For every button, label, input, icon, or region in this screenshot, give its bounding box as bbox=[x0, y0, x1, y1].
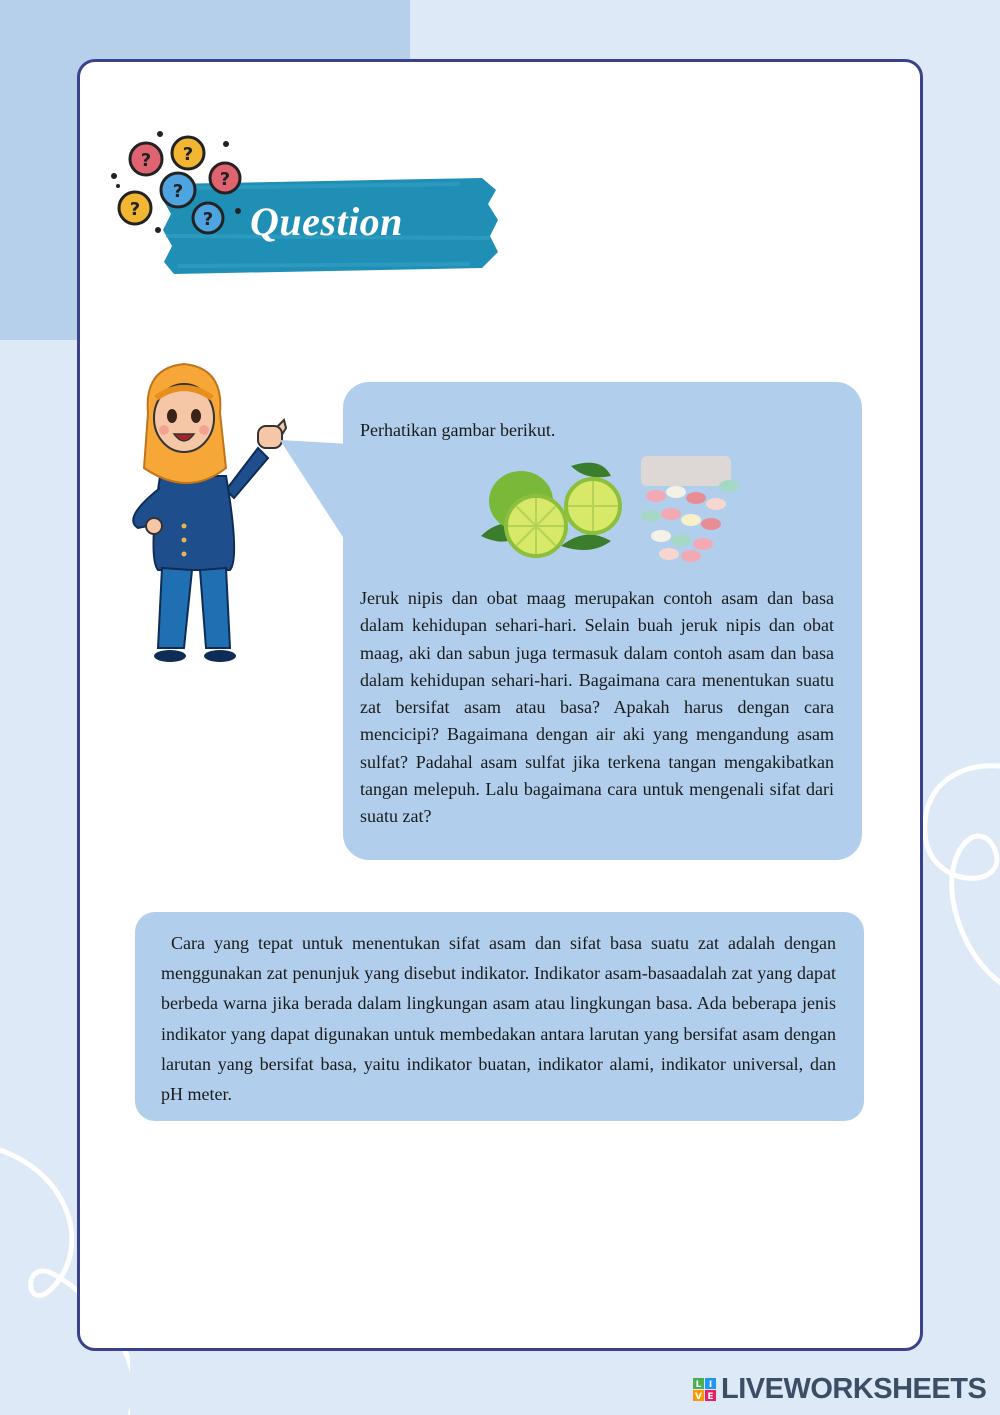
antacid-tablets-image bbox=[641, 456, 739, 562]
liveworksheets-logo-icon bbox=[693, 1378, 717, 1402]
svg-text:?: ? bbox=[140, 150, 152, 171]
liveworksheets-logo[interactable] bbox=[693, 1373, 986, 1406]
svg-text:?: ? bbox=[172, 181, 184, 202]
bubble-lead-text: Perhatikan gambar berikut. bbox=[360, 420, 556, 440]
question-speech-bubbles-icon bbox=[108, 126, 248, 246]
logo-letter-v: V bbox=[695, 1391, 702, 1402]
svg-text:?: ? bbox=[219, 169, 231, 190]
logo-letter-i: I bbox=[708, 1379, 713, 1390]
teacher-character bbox=[108, 358, 288, 670]
svg-text:?: ? bbox=[129, 199, 141, 220]
bubble-paragraph: Jeruk nipis dan obat maag merupakan contoh asam dan basa dalam kehidupan sehari-hari. Selain buah jeruk nipis dan obat maag, aki dan sabun juga termasuk dalam contoh asam dan basa dalam kehidupan sehari-hari. Bagaimana cara menentukan suatu zat bersifat asam atau basa? Apakah harus dengan cara mencicipi? Bagaimana dengan air aki yang mengandung asam sulfat? Padahal asam sulfat jika terkena tangan mengakibatkan tangan melepuh. Lalu bagaimana cara untuk mengenali sifat dari suatu zat? bbox=[360, 588, 834, 827]
liveworksheets-brand: LIVEWORKSHEETS bbox=[721, 1373, 987, 1405]
svg-text:?: ? bbox=[202, 209, 214, 230]
lime-image bbox=[481, 463, 620, 556]
speech-bubble-tail bbox=[280, 440, 350, 550]
explanation-box bbox=[135, 912, 864, 1121]
logo-letter-l: L bbox=[695, 1379, 702, 1390]
explanation-paragraph: Cara yang tepat untuk menentukan sifat asam dan sifat basa suatu zat adalah dengan menggunakan zat penunjuk yang disebut indikator. Indikator asam-basaadalah zat yang dapat berbeda warna jika berada dalam lingkungan asam atau lingkungan basa. Ada beberapa jenis indikator yang dapat digunakan untuk membedakan antara larutan yang bersifat asam dengan larutan yang bersifat basa, yaitu indikator buatan, indikator alami, indikator universal, dan pH meter. bbox=[161, 933, 836, 1105]
speech-bubble bbox=[343, 382, 862, 860]
section-title: Question bbox=[250, 199, 403, 244]
svg-text:?: ? bbox=[182, 144, 194, 165]
illustration-images bbox=[471, 456, 761, 566]
logo-letter-e: E bbox=[707, 1391, 714, 1402]
